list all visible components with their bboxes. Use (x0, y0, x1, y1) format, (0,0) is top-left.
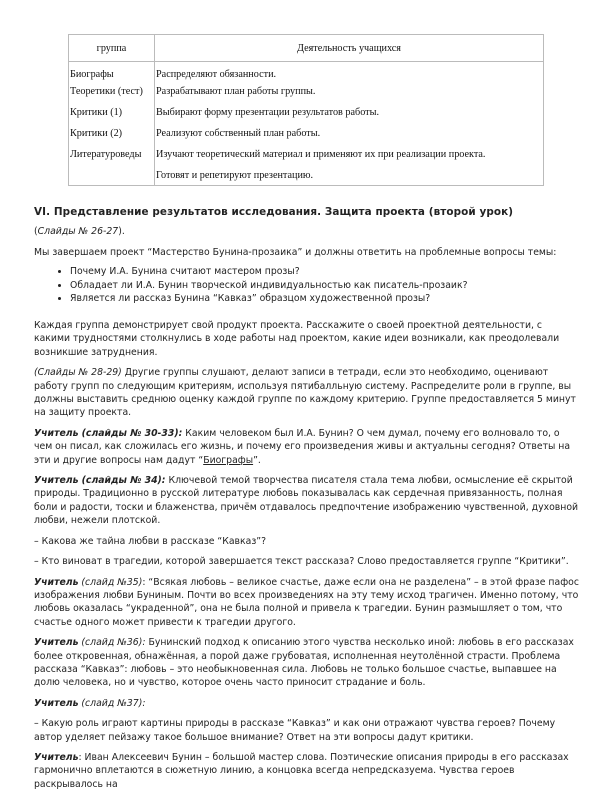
activities-column (155, 62, 544, 186)
list-item: • Является ли рассказ Бунина “Кавказ” образцом художественной прозы? (70, 292, 580, 306)
paragraph: Учитель (слайды № 30-33): Каким человеком был И.А. Бунин? О чем думал, почему его волновало то, о чем он писал, как сложилась его жизнь, и почему его произведения живы и актуальны сегодня? Ответы на эти и другие вопросы нам дадут “Биографы”. (34, 427, 571, 466)
table-header-group: группа (69, 35, 155, 62)
activity-item: Разрабатывают план работы группы. (156, 86, 316, 97)
activity-item: Выбирают форму презентации результатов работы. (156, 107, 380, 118)
group-name: Литературоведы (70, 149, 142, 160)
group-name: Критики (2) (70, 128, 123, 139)
slides-note: (Слайды № 26-27). (34, 226, 125, 238)
list-item: • Почему И.А. Бунина считают мастером прозы? (70, 265, 580, 279)
paragraph: – Кто виноват в трагедии, которой завершается текст рассказа? Слово предоставляется группе “Критики”. (34, 556, 569, 568)
paragraph: Учитель (слайд №35): “Всякая любовь – великое счастье, даже если она не разделена” – в этой фразе пафос изображения любви Буниным. Почти во всех произведениях на эту тему исход трагичен. Именно потому, что любовь оказалась “украденной”, она не была полной и привела к трагедии. Бунин размышляет о том, что счастье одного может привести к трагедии другого. (34, 576, 579, 628)
intro-paragraph: Мы завершаем проект “Мастерство Бунина-прозаика” и должны ответить на проблемные вопросы темы: (34, 246, 557, 258)
activity-item: Готовят и репетируют презентацию. (156, 170, 314, 181)
paragraph: Учитель (слайды № 34): Ключевой темой творчества писателя стала тема любви, осмысление её скрытой природы. Традиционно в русской литературе любовь показывалась как сердечная привязанность, полная боли и радости, тоски и блаженства, причём отдавалось предпочтение изображению чувственной, духовной любви, нежели плотской. (34, 475, 579, 527)
activity-item: Изучают теоретический материал и применяют их при реализации проекта. (156, 149, 486, 160)
paragraph: Учитель (слайд №36): Бунинский подход к описанию этого чувства несколько иной: любовь в его рассказах более откровенная, обнажённая, а порой даже грубоватая, исполненная неутолённой страсти. Проблема рассказа “Кавказ”: любовь – это необыкновенная сила. Любовь не только большое счастье, выпавшее на долю человека, но и чувство, которое очень часто приносит страдание и боль. (34, 637, 574, 689)
group-name: Критики (1) (70, 107, 123, 118)
group-name: Биографы (70, 69, 114, 80)
questions-list (34, 265, 580, 306)
activity-item: Распределяют обязанности. (156, 69, 277, 80)
paragraph: Учитель: Иван Алексеевич Бунин – большой мастер слова. Поэтические описания природы в его рассказах гармонично вплетаются в сюжетную линию, а концовка всегда непредсказуема. Чувства героев раскрывалось на (34, 751, 569, 790)
paragraph: (Слайды № 28-29) Другие группы слушают, делают записи в тетради, если это необходимо, оценивают работу групп по следующим критериям, используя пятибалльную систему. Распределите роли в группе, вы должны выставить среднюю оценку каждой группе по каждому критерию. Группе предоставляется 5 минут на защиту проекта. (34, 367, 576, 419)
section-heading: VI. Представление результатов исследования. Защита проекта (второй урок) (34, 206, 514, 218)
table-header-activity: Деятельность учащихся (155, 35, 544, 62)
biographers-link[interactable]: Биографы (203, 454, 254, 466)
group-name: Теоретики (тест) (70, 86, 143, 97)
paragraph: Каждая группа демонстрирует свой продукт проекта. Расскажите о своей проектной деятельности, с какими трудностями столкнулись в ходе работы над проектом, какие идеи возникали, как преодолевали возникшие затруднения. (34, 320, 560, 358)
section-body (34, 206, 580, 791)
list-item: • Обладает ли И.А. Бунин творческой индивидуальностью как писатель-прозаик? (70, 279, 580, 293)
groups-column (69, 62, 155, 186)
paragraph: – Какова же тайна любви в рассказе “Кавказ”? (34, 535, 267, 547)
paragraph: Учитель (слайд №37): (34, 697, 146, 709)
paragraph: – Какую роль играют картины природы в рассказе “Кавказ” и как они отражают чувства героев? Почему автор уделяет пейзажу такое большое внимание? Ответ на эти вопросы дадут критики. (34, 718, 556, 743)
groups-table (68, 34, 544, 186)
activity-item: Реализуют собственный план работы. (156, 128, 321, 139)
